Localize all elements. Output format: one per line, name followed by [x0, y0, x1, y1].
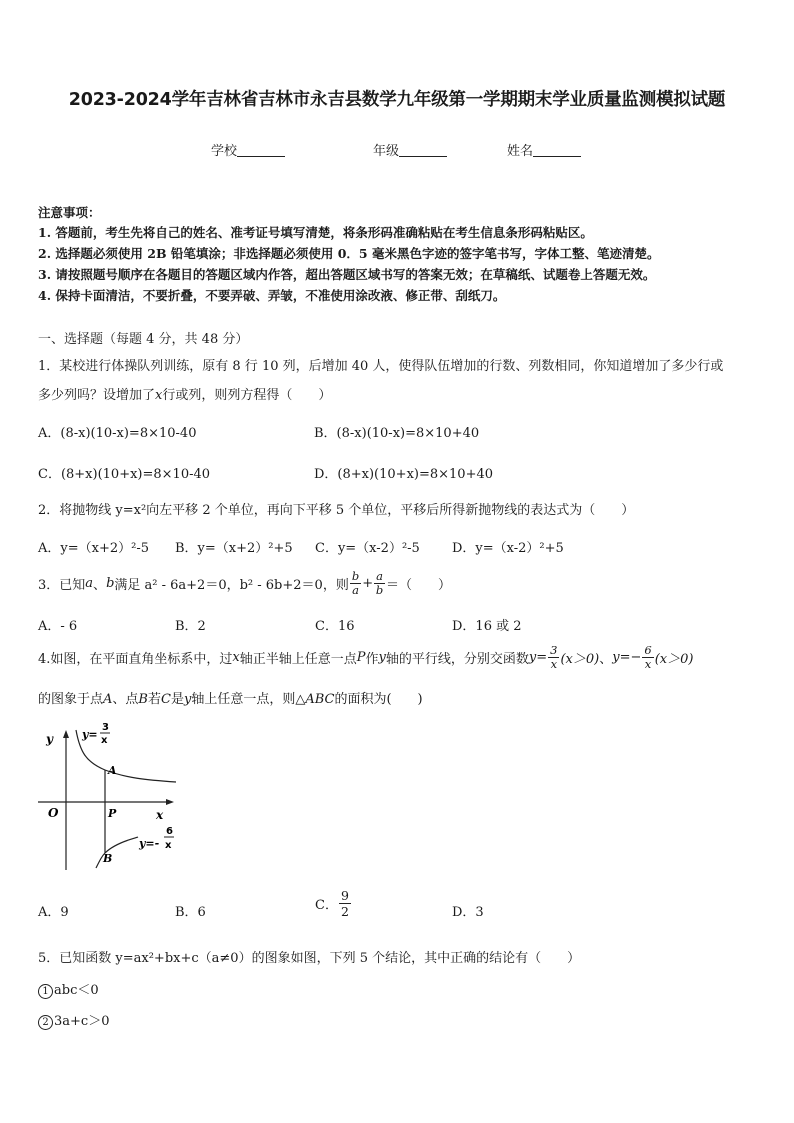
- q1-option-d[interactable]: D．(8+x)(10+x)=8×10+40: [314, 467, 494, 482]
- q3-var-b: b: [106, 576, 115, 591]
- q2-option-d[interactable]: D．y=（x-2）²+5: [452, 541, 564, 556]
- grade-blank[interactable]: [399, 142, 447, 157]
- q5-conclusion-2: 2 3a+c＞0: [38, 1010, 109, 1030]
- q4-line2: 的图象于点A、点B若C是y轴上任意一点，则△ABC的面积为( ): [38, 692, 423, 707]
- q5-mark-1: 1: [38, 984, 53, 999]
- figure-point-b: B: [103, 852, 113, 865]
- figure-curve1-num: 3: [102, 722, 109, 733]
- q3-stem-e: 满足 a² - 6a+2＝0，b² - 6b+2＝0，则: [114, 578, 349, 593]
- name-label: 姓名: [507, 144, 534, 159]
- q3-stem-f: ＝（ ）: [385, 578, 451, 593]
- q3-stem-c: 、: [93, 578, 107, 593]
- figure-point-p: P: [108, 807, 117, 820]
- figure-x-label: x: [156, 808, 164, 822]
- q4-option-b[interactable]: B．6: [175, 905, 206, 920]
- q3-stem: [38, 570, 451, 597]
- q1-option-c[interactable]: C．(8+x)(10+x)=8×10-40: [38, 467, 211, 482]
- q3-var-a: a: [85, 576, 94, 591]
- school-field[interactable]: [211, 140, 285, 159]
- figure-origin-label: O: [48, 806, 59, 820]
- q1-option-a[interactable]: A．(8-x)(10-x)=8×10-40: [38, 426, 197, 441]
- figure-curve2-label: y=-: [139, 837, 160, 850]
- q1-line2b: 行或列，则列方程得（ ）: [162, 388, 332, 403]
- figure-curve2-den: x: [165, 840, 172, 851]
- q4-line1: 4.如图，在平面直角坐标系中，过 x 轴正半轴上任意一点 P 作 y 轴的平行线，分别交函数 y= $\frac{3}{x}$ (x＞0) 、 y=− $\frac{6}{x}$ (x＞0): [38, 643, 694, 671]
- q5-mark-2: 2: [38, 1015, 53, 1030]
- q3-fraction-1: $\frac{b}{a}$: [351, 569, 360, 597]
- figure-y-arrow: [63, 730, 69, 738]
- q4-option-c-fraction: $\frac{9}{2}$: [340, 888, 349, 919]
- q1-line1: 1．某校进行体操队列训练，原有 8 行 10 列，后增加 40 人，使得队伍增加的行数、列数相同，你知道增加了多少行或: [38, 359, 724, 374]
- q4-option-a[interactable]: A．9: [38, 905, 69, 920]
- notice-item-4: 4. 保持卡面清洁，不要折叠，不要弄破、弄皱，不准使用涂改液、修正带、刮纸刀。: [38, 288, 506, 303]
- q5-conclusion-1: 1 abc＜0: [38, 979, 99, 999]
- q4-option-c[interactable]: C． $\frac{9}{2}$: [315, 888, 349, 919]
- grade-field[interactable]: [373, 140, 447, 159]
- q4-figure: [36, 722, 186, 874]
- q1-line2: [38, 384, 331, 403]
- q2-option-a[interactable]: A．y=（x+2）²-5: [38, 541, 149, 556]
- notice-item-1: 1. 答题前，考生先将自己的姓名、准考证号填写清楚，将条形码准确粘贴在考生信息条形码粘贴区。: [38, 225, 593, 240]
- grade-label: 年级: [373, 144, 400, 159]
- q4-fn2: y=−: [612, 650, 642, 665]
- notice-item-2: 2. 选择题必须使用 2B 铅笔填涂；非选择题必须使用 0．5 毫米黑色字迹的签字笔书写，字体工整、笔迹清楚。: [38, 246, 660, 261]
- q2-option-c[interactable]: C．y=（x-2）²-5: [315, 541, 420, 556]
- notice-heading: 注意事项：: [38, 205, 101, 220]
- figure-y-label: y: [46, 732, 53, 746]
- q1-option-b[interactable]: B．(8-x)(10-x)=8×10+40: [314, 426, 480, 441]
- q5-stem: 5．已知函数 y=ax²+bx+c（a≠0）的图象如图，下列 5 个结论，其中正确的结论有（ ）: [38, 951, 581, 966]
- figure-curve1-den: x: [101, 735, 108, 746]
- figure-point-a: A: [108, 764, 117, 777]
- section-heading: 一、选择题（每题 4 分，共 48 分）: [38, 332, 249, 347]
- q4-fn2-fraction: $\frac{6}{x}$: [644, 643, 652, 671]
- figure-curve2-num: 6: [166, 826, 173, 837]
- page-title: 2023-2024学年吉林省吉林市永吉县数学九年级第一学期期末学业质量监测模拟试题: [68, 90, 726, 110]
- notice-item-3: 3. 请按照题号顺序在各题目的答题区域内作答，超出答题区域书写的答案无效；在草稿纸、试题卷上答题无效。: [38, 267, 656, 282]
- q2-stem: 2．将抛物线 y=x²向左平移 2 个单位，再向下平移 5 个单位，平移后所得新抛物线的表达式为（ ）: [38, 503, 635, 518]
- figure-x-arrow: [166, 799, 174, 805]
- school-label: 学校: [211, 144, 238, 159]
- name-blank[interactable]: [533, 142, 581, 157]
- q2-option-b[interactable]: B．y=（x+2）²+5: [175, 541, 293, 556]
- q1-var: x: [155, 388, 163, 403]
- q3-option-c[interactable]: C．16: [315, 619, 355, 634]
- q3-option-b[interactable]: B．2: [175, 619, 206, 634]
- q3-plus: +: [362, 576, 374, 591]
- q4-fn1: y=: [528, 650, 548, 665]
- name-field[interactable]: [507, 140, 581, 159]
- q3-option-d[interactable]: D．16 或 2: [452, 619, 522, 634]
- q3-stem-a: 3．已知: [38, 578, 86, 593]
- q4-option-d[interactable]: D．3: [452, 905, 484, 920]
- q3-fraction-2: $\frac{a}{b}$: [375, 569, 384, 597]
- q1-line2a: 多少列吗？设增加了: [38, 388, 156, 403]
- figure-curve1-label: y=: [82, 728, 98, 741]
- q3-option-a[interactable]: A．- 6: [38, 619, 78, 634]
- q4-fn1-fraction: $\frac{3}{x}$: [550, 643, 558, 671]
- school-blank[interactable]: [237, 142, 285, 157]
